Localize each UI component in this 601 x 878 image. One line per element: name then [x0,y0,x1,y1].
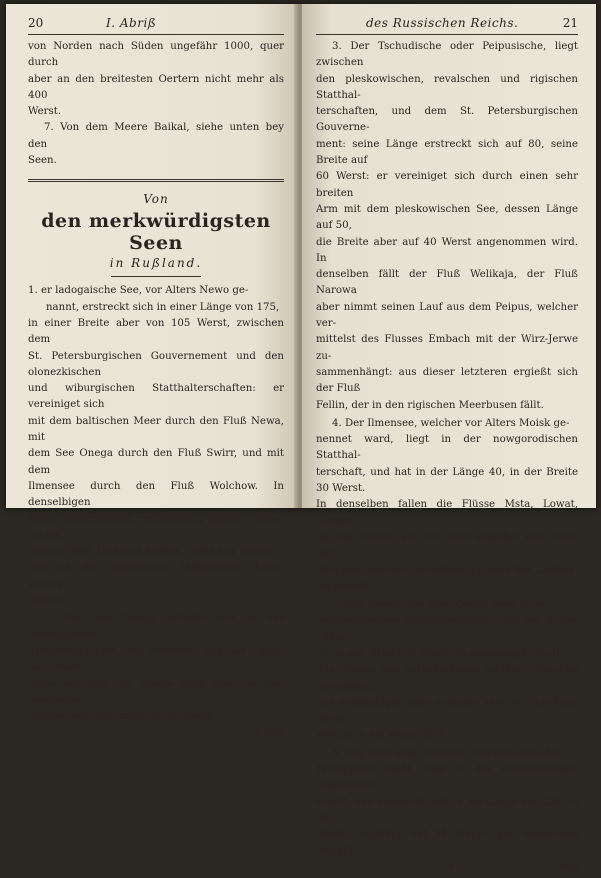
text-line: geführt. [28,595,70,607]
text-line: 50, in der Breite 30 Werst. In denselbigen läuft [316,647,561,659]
text-line: sammenhängt: aus dieser letzteren ergießt sich der Fluß [316,366,578,395]
text-line: Arm mit dem pleskowischen See, dessen Länge auf 50, [316,203,578,232]
text-line: Seen. [28,155,57,167]
text-line: 7. Von dem Meere Baikal, siehe unten bey den [28,122,284,150]
right-page-footer [316,862,578,878]
section-5 [316,597,578,744]
text-line: 6. Der Altin oder Altaisee, welcher sonst der [332,747,562,759]
section-divider [28,179,284,182]
left-page-number: 20 [28,16,44,30]
text-line: terschaften, und dem St. Petersburgischen Gouverne- [316,106,578,134]
text-line: St. Petersburgischen Gouvernement und den olonezkischen [28,350,284,378]
text-line: den pleskowischen, revalschen und rigischen Statthal- [316,73,578,101]
text-line: Pascha, Säß, Ojat und andere. Nahe bey diesem [28,546,277,558]
signature-mark: B 3 [446,861,464,873]
text-line: nennet ward, liegt in der nowgorodischen Statthal- [316,434,578,462]
title-main: den merkwürdigsten Seen [41,210,271,255]
text-line: welche in die Wolga fällt. [316,729,447,741]
text-line: Breite ungefähr auf 84 Werst: aus demselben ergießt [316,829,578,857]
text-line: denselben fällt der Fluß Welikaja, der Fluß Narowa [316,269,578,297]
text-line: aus demselbigen aber ergießet sich die Scheksna allein [316,696,578,725]
text-line: 4. Der Ilmensee, welcher vor Alters Moisk ge- [332,417,570,429]
text-line: Telezkische heißt, liegt in der kolliwanischen Statthalter- [316,764,578,792]
left-catchword: 3. Der [251,727,284,739]
left-intro-text [28,39,284,169]
section-6 [316,746,578,860]
text-line: die Breite aber auf 40 Werst angenommen wird. In [316,236,578,264]
title-rule [111,276,201,277]
right-page-number: 21 [562,16,578,30]
text-line: Wolchow, welcher denselben mit dem See Ladoga [316,564,575,576]
text-line: aber nimmt seinen Lauf aus dem Peipus, welcher ver- [316,301,578,330]
text-line: von Norden nach Süden ungefähr 1000, quer durch [28,41,284,69]
title-sub: in Rußland. [109,256,203,271]
text-line: 1. er ladogaische See, vor Alters Newo ge- [28,285,249,297]
section-2 [28,611,284,725]
text-line: stens auf 200, der Breite nach aber an den breitesten [28,678,284,706]
right-page-header [316,14,578,35]
book-spread [6,4,596,873]
left-page-header [28,14,284,35]
text-line: 5. Der Beloje oder Belo-Osero, liegt in der [332,599,550,611]
text-line: Fellin, der in den rigischen Meerbusen fällt. [316,399,544,411]
section-4 [316,416,578,595]
text-line: na und andere; aus ihm aber ergießet sich allein der [316,531,578,560]
right-page [302,4,596,873]
text-line: Werst. [28,106,62,118]
text-line: nannt, erstreckt sich in einer Länge von 175, [46,301,280,313]
left-running-head: I. Abriß [106,16,157,30]
text-line: schaft, und erstreckt sich in die Länge auf 126, in die [316,796,578,824]
left-page [6,4,298,739]
text-line: ment: seine Länge erstreckt sich auf 80, seine Breite auf [316,138,578,167]
text-line: Stellen, auf nicht mehr als 80 Werst. [28,711,218,723]
text-line: in einer Breite aber von 105 Werst, zwischen dem [28,317,284,346]
text-line: terschaft, und hat in der Länge 40, in der Breite 30 Werst. [316,466,578,495]
text-line: aber an den breitesten Oertern nicht mehr als 400 [28,73,284,101]
text-line: fallen verschiedene mittelmäßig große Flüsse, als die [28,513,284,541]
text-line: 3. Der Tschudische oder Peipusische, liegt zwischen [316,41,578,69]
text-line: Statthalterschaft, und erstreckt sich der Länge nach höch- [28,645,284,674]
text-line: See ist der sogenannte ladogaische Kanal vorbey- [28,562,284,590]
text-line: nowgorodischen Statthalterschaft, und hat in der Länge [316,615,578,643]
text-line: In denselben fallen die Flüsse Msta, Lowat, Schelo- [316,499,578,527]
text-line: das Wasser aus verschiedenen kleinen Flüßchen zusammen, [316,664,578,692]
text-line: 2. Der See Onega befindet sich in der olonezkischen [28,613,284,641]
text-line: 60 Werst: er vereiniget sich durch einen sehr breiten [316,171,578,199]
text-line: mit dem baltischen Meer durch den Fluß Newa, mit [28,415,284,444]
text-line: vereiniget. [316,580,372,592]
text-line: mittelst des Flusses Embach mit der Wirz-Jerwe zu- [316,334,578,362]
text-line: und wiburgischen Statthalterschaften: er vereiniget sich [28,383,284,411]
right-catchword: sich [557,861,578,873]
text-line: dem See Onega durch den Fluß Swirr, und mit dem [28,448,284,476]
text-line: Ilmensee durch den Fluß Wolchow. In denselbigen [28,480,284,509]
section-3 [316,39,578,414]
title-von: Von [143,192,169,207]
section-1 [28,283,284,609]
right-running-head: des Russischen Reichs. [366,16,519,30]
